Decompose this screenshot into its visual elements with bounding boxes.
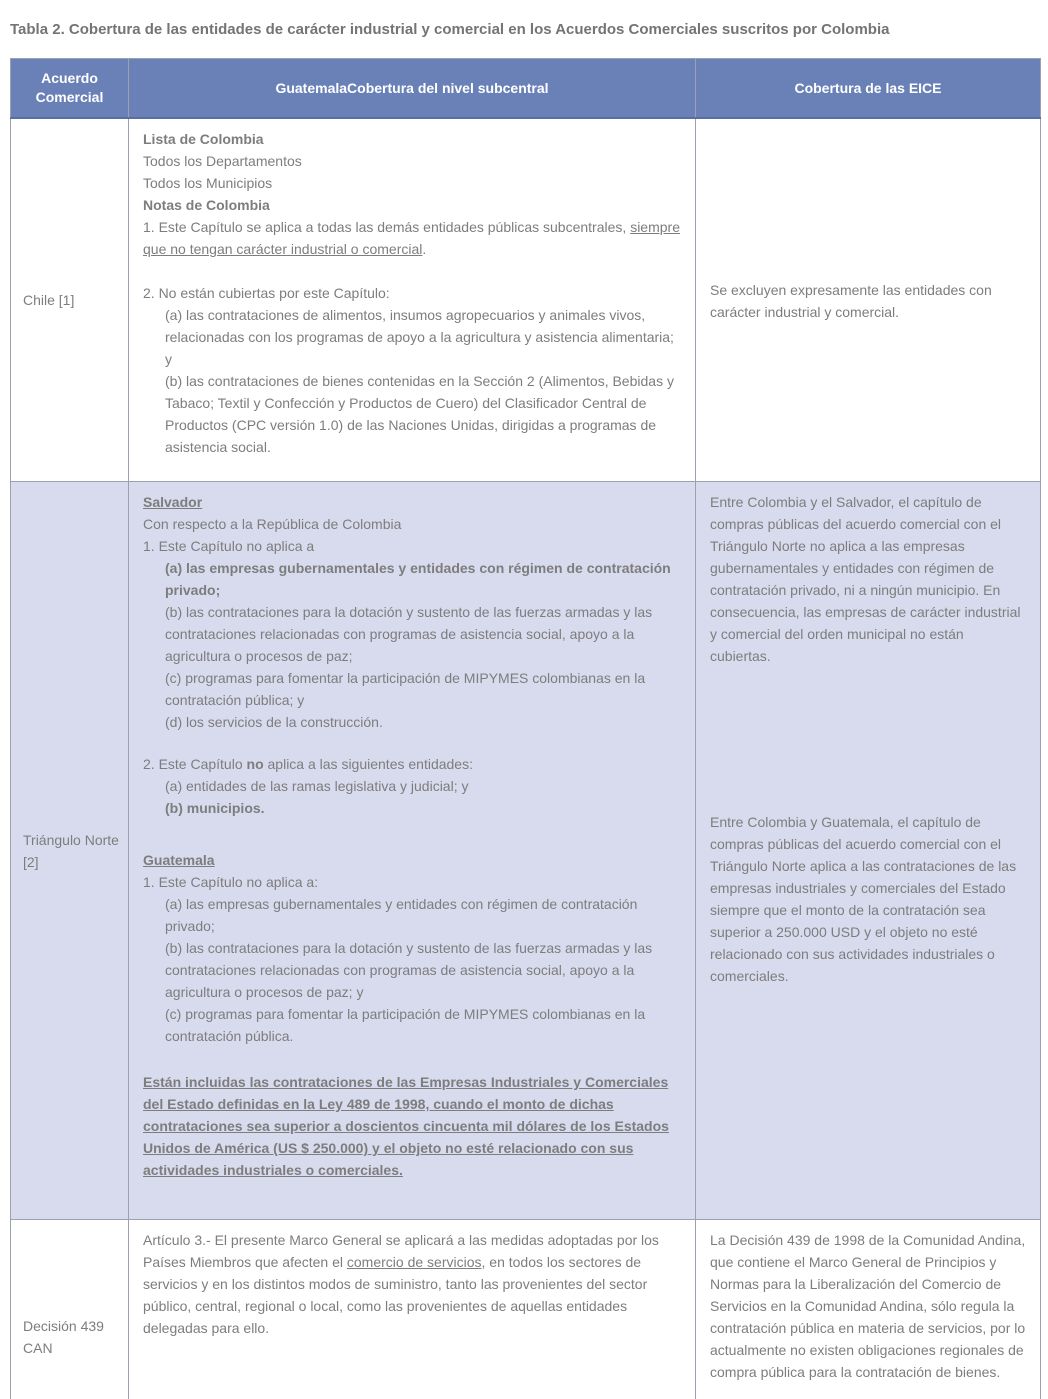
guatemala-point-1: 1. Este Capítulo no aplica a: bbox=[143, 874, 319, 890]
articulo-3-text: Artículo 3.- El presente Marco General se aplicará a las medidas adoptadas por los Países Miembros que afecten el bbox=[143, 1232, 659, 1270]
guatemala-point-1c: (c) programas para fomentar la participación de MIPYMES colombianas en la contratación pública. bbox=[165, 1006, 646, 1044]
guatemala-point-1a: (a) las empresas gubernamentales y entidades con régimen de contratación privado; bbox=[165, 896, 638, 934]
row-chile bbox=[11, 118, 1041, 482]
cell-triangulo-eice bbox=[696, 482, 1041, 1220]
chile-lista-item: Todos los Municipios bbox=[143, 175, 273, 191]
chile-nota-2b: (b) las contrataciones de bienes contenidas en la Sección 2 (Alimentos, Bebidas y Tabaco; Textil y Confección y Productos de Cuero) del Clasificador Central de Productos (CPC versión 1.0) de las Naciones Unidas, dirigidas a programas de asistencia social. bbox=[165, 373, 674, 455]
decision-eice-text: La Decisión 439 de 1998 de la Comunidad Andina, que contiene el Marco General de Principios y Normas para la Liberalización del Comercio de Servicios en la Comunidad Andina, sólo regula la contratación pública en materia de servicios, por lo actualmente no existen obligaciones regionales de compra pública para la contratación de bienes. bbox=[710, 1232, 1026, 1380]
salvador-point-1b: (b) las contrataciones para la dotación y sustento de las fuerzas armadas y las contrataciones relacionadas con programas de asistencia social, apoyo a la agricultura o procesos de paz; bbox=[165, 604, 653, 664]
salvador-point-2b: (b) municipios. bbox=[165, 800, 265, 816]
guatemala-point-1b: (b) las contrataciones para la dotación y sustento de las fuerzas armadas y las contrataciones relacionadas con programas de asistencia social, apoyo a la agricultura o procesos de paz; y bbox=[165, 940, 653, 1000]
nota-1-text: 1. Este Capítulo se aplica a todas las demás entidades públicas subcentrales, bbox=[143, 219, 631, 235]
chile-notas-title: Notas de Colombia bbox=[143, 197, 270, 213]
cell-decision-eice bbox=[696, 1220, 1041, 1399]
point-2-text: 2. Este Capítulo bbox=[143, 756, 247, 772]
articulo-3-text: , en todos los sectores de servicios y en los distintos modos de suministro, tanto las provenientes del sector público, central, regional o local, como las provenientes de aquellas entidades delegadas para ello. bbox=[143, 1254, 648, 1336]
cell-chile-label: Chile [1] bbox=[11, 118, 129, 482]
articulo-3-underlined: comercio de servicios bbox=[346, 1254, 482, 1270]
table-caption: Tabla 2. Cobertura de las entidades de carácter industrial y comercial en los Acuerdos Comerciales suscritos por Colombia bbox=[10, 21, 890, 38]
cell-triangulo-label: Triángulo Norte [2] bbox=[11, 482, 129, 1220]
salvador-point-1: 1. Este Capítulo no aplica a bbox=[143, 538, 315, 554]
cell-decision-label: Decisión 439 CAN bbox=[11, 1220, 129, 1399]
cell-decision-subcentral bbox=[129, 1220, 696, 1399]
point-2-bold: no bbox=[246, 756, 264, 772]
row-decision-439-can bbox=[11, 1220, 1041, 1399]
cell-chile-eice bbox=[696, 118, 1041, 482]
header-cobertura-subcentral: GuatemalaCobertura del nivel subcentral bbox=[129, 59, 696, 119]
chile-nota-2a: (a) las contrataciones de alimentos, insumos agropecuarios y animales vivos, relacionadas con los programas de apoyo a la agricultura y asistencia alimentaria; y bbox=[165, 307, 674, 367]
chile-eice-text: Se excluyen expresamente las entidades con carácter industrial y comercial. bbox=[710, 281, 992, 320]
decision-articulo-3 bbox=[143, 1229, 681, 1339]
header-cobertura-eice: Cobertura de las EICE bbox=[696, 59, 1041, 119]
salvador-point-1d: (d) los servicios de la construcción. bbox=[165, 714, 383, 730]
chile-lista-title: Lista de Colombia bbox=[143, 131, 264, 147]
point-2-text: aplica a las siguientes entidades: bbox=[263, 756, 473, 772]
triangulo-eice-salvador: Entre Colombia y el Salvador, el capítulo de compras públicas del acuerdo comercial con el Triángulo Norte no aplica a las empresas gubernamentales y entidades con régimen de contratación privado, ni a ningún municipio. En consecuencia, las empresas de carácter industrial y comercial del orden municipal no están cubiertas. bbox=[710, 494, 1021, 664]
header-row bbox=[11, 59, 1041, 119]
triangulo-eice-guatemala: Entre Colombia y Guatemala, el capítulo de compras públicas del acuerdo comercial con el Triángulo Norte aplica a las contrataciones de las empresas industriales y comerciales del Estado siempre que el monto de la contratación sea superior a 250.000 USD y el objeto no esté relacionado con sus actividades industriales o comerciales. bbox=[710, 814, 1017, 984]
row-triangulo-norte bbox=[11, 482, 1041, 1220]
header-acuerdo-comercial: Acuerdo Comercial bbox=[11, 59, 129, 119]
guatemala-heading: Guatemala bbox=[143, 852, 215, 868]
chile-lista-item: Todos los Departamentos bbox=[143, 153, 302, 169]
salvador-heading: Salvador bbox=[143, 494, 203, 510]
salvador-point-2a: (a) entidades de las ramas legislativa y judicial; y bbox=[165, 778, 469, 794]
salvador-point-1c: (c) programas para fomentar la participación de MIPYMES colombianas en la contratación pública; y bbox=[165, 670, 646, 708]
chile-nota-2: 2. No están cubiertas por este Capítulo: bbox=[143, 285, 390, 301]
cell-chile-subcentral bbox=[129, 118, 696, 482]
cell-triangulo-subcentral bbox=[129, 482, 696, 1220]
salvador-intro: Con respecto a la República de Colombia bbox=[143, 516, 402, 532]
salvador-point-2 bbox=[143, 753, 681, 775]
incluidas-paragraph: Están incluidas las contrataciones de las Empresas Industriales y Comerciales del Estado definidas en la Ley 489 de 1998, cuando el monto de dichas contrataciones sea superior a doscientos cincuenta mil dólares de los Estados Unidos de América (US $ 250.000) y el objeto no esté relacionado con sus actividades industriales o comerciales. bbox=[143, 1074, 669, 1178]
salvador-point-1a: (a) las empresas gubernamentales y entidades con régimen de contratación privado; bbox=[165, 560, 671, 598]
coverage-table bbox=[10, 58, 1041, 1399]
nota-1-period: . bbox=[422, 241, 427, 257]
chile-nota-1 bbox=[143, 216, 681, 260]
nota-1-underlined: siempre que no tengan carácter industrial o comercial bbox=[143, 219, 680, 257]
